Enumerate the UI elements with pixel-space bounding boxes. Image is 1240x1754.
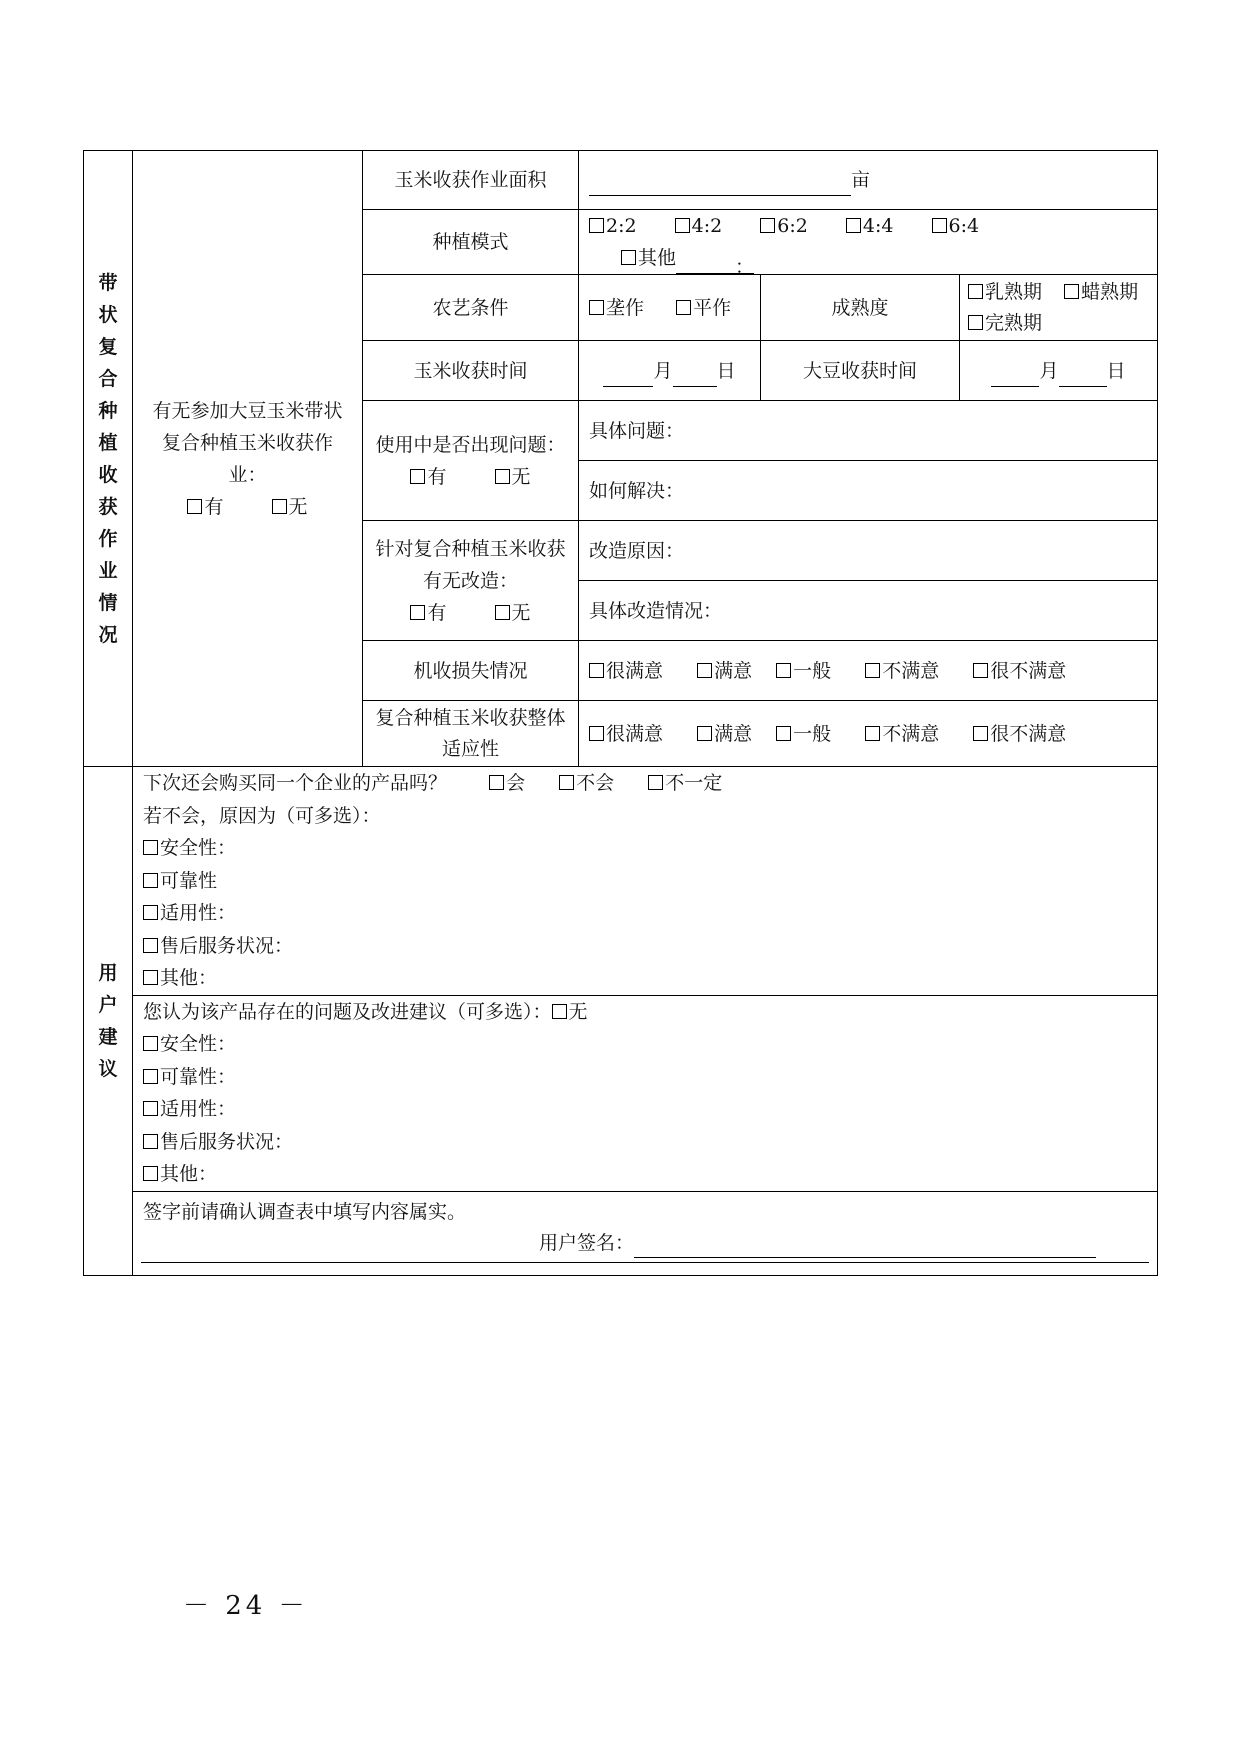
modification-label-line1: 针对复合种植玉米收获 bbox=[375, 537, 566, 560]
mode-option-2-2[interactable]: 2:2 bbox=[589, 210, 637, 242]
modification-yes-checkbox[interactable]: 有 bbox=[410, 597, 446, 629]
area-unit: 亩 bbox=[851, 169, 871, 191]
adaptability-neutral-checkbox[interactable]: 一般 bbox=[776, 718, 831, 750]
maturity-milk-checkbox[interactable]: 乳熟期 bbox=[968, 277, 1042, 308]
suggestion-service-checkbox[interactable]: 售后服务状况： bbox=[143, 1126, 1147, 1159]
mode-option-4-2[interactable]: 4:2 bbox=[675, 210, 723, 242]
repurchase-no-checkbox[interactable]: 不会 bbox=[559, 767, 614, 800]
suggestions-question: 您认为该产品存在的问题及改进建议（可多选）： bbox=[143, 1000, 552, 1023]
loss-label: 机收损失情况 bbox=[363, 641, 579, 701]
section2-label: 用 户 建 议 bbox=[84, 767, 133, 1276]
problems-label: 使用中是否出现问题： bbox=[375, 433, 566, 456]
participation-question: 有无参加大豆玉米带状复合种植玉米收获作业： bbox=[152, 399, 343, 486]
maturity-options bbox=[960, 275, 1158, 341]
repurchase-unsure-checkbox[interactable]: 不一定 bbox=[648, 767, 722, 800]
suggestion-safety-checkbox[interactable]: 安全性： bbox=[143, 1028, 1147, 1061]
loss-satisfied-checkbox[interactable]: 满意 bbox=[697, 655, 752, 687]
reason-applicability-checkbox[interactable]: 适用性： bbox=[143, 897, 1147, 930]
repurchase-question: 下次还会购买同一个企业的产品吗？ bbox=[143, 772, 448, 794]
signature-line[interactable] bbox=[634, 1235, 1096, 1258]
adaptability-dissatisfied-checkbox[interactable]: 不满意 bbox=[865, 718, 939, 750]
modification-reason[interactable]: 改造原因： bbox=[579, 521, 1158, 581]
adaptability-very-satisfied-checkbox[interactable]: 很满意 bbox=[589, 718, 663, 750]
signature-label: 用户签名： bbox=[539, 1231, 635, 1254]
mode-options bbox=[579, 210, 1158, 278]
participation-cell bbox=[133, 151, 363, 767]
repurchase-yes-checkbox[interactable]: 会 bbox=[489, 767, 525, 800]
loss-options bbox=[579, 641, 1158, 701]
repurchase-cell bbox=[133, 767, 1158, 996]
suggestion-other-checkbox[interactable]: 其他： bbox=[143, 1158, 1147, 1191]
adaptability-satisfied-checkbox[interactable]: 满意 bbox=[697, 718, 752, 750]
modification-cell bbox=[363, 521, 579, 641]
problems-cell bbox=[363, 401, 579, 521]
row-repurchase bbox=[84, 767, 1158, 996]
suggestions-none-checkbox[interactable]: 无 bbox=[552, 996, 588, 1029]
corn-harvest-time-label: 玉米收获时间 bbox=[363, 341, 579, 401]
modification-details[interactable]: 具体改造情况： bbox=[579, 581, 1158, 641]
row-signature bbox=[84, 1191, 1158, 1275]
loss-very-satisfied-checkbox[interactable]: 很满意 bbox=[589, 655, 663, 687]
row-suggestions bbox=[84, 995, 1158, 1191]
adaptability-label: 复合种植玉米收获整体 适应性 bbox=[363, 701, 579, 767]
suggestion-applicability-checkbox[interactable]: 适用性： bbox=[143, 1093, 1147, 1126]
maturity-full-checkbox[interactable]: 完熟期 bbox=[968, 308, 1042, 339]
participation-yes-checkbox[interactable]: 有 bbox=[187, 491, 223, 523]
signature-bottom-rule bbox=[141, 1262, 1149, 1263]
problems-yes-checkbox[interactable]: 有 bbox=[410, 461, 446, 493]
signature-cell bbox=[133, 1191, 1158, 1275]
area-label: 玉米收获作业面积 bbox=[363, 151, 579, 210]
loss-very-dissatisfied-checkbox[interactable]: 很不满意 bbox=[973, 655, 1066, 687]
adaptability-very-dissatisfied-checkbox[interactable]: 很不满意 bbox=[973, 718, 1066, 750]
agronomy-ridge-checkbox[interactable]: 垄作 bbox=[589, 292, 644, 324]
soy-harvest-time-value[interactable]: 月 日 bbox=[960, 341, 1158, 401]
mode-option-other[interactable]: 其他 ： bbox=[621, 242, 754, 274]
mode-label: 种植模式 bbox=[363, 210, 579, 275]
signature-note: 签字前请确认调查表中填写内容属实。 bbox=[143, 1200, 467, 1223]
loss-dissatisfied-checkbox[interactable]: 不满意 bbox=[865, 655, 939, 687]
area-value-cell bbox=[579, 151, 1158, 210]
reason-service-checkbox[interactable]: 售后服务状况： bbox=[143, 930, 1147, 963]
reason-other-checkbox[interactable]: 其他： bbox=[143, 962, 1147, 995]
section1-label: 带 状 复 合 种 植 收 获 作 业 情 况 bbox=[84, 151, 133, 767]
agronomy-options bbox=[579, 275, 761, 341]
problems-solution[interactable]: 如何解决： bbox=[579, 461, 1158, 521]
survey-table bbox=[83, 150, 1158, 1276]
participation-no-checkbox[interactable]: 无 bbox=[272, 491, 308, 523]
loss-neutral-checkbox[interactable]: 一般 bbox=[776, 655, 831, 687]
mode-option-6-4[interactable]: 6:4 bbox=[932, 210, 980, 242]
mode-option-4-4[interactable]: 4:4 bbox=[846, 210, 894, 242]
area-input-line[interactable] bbox=[589, 173, 851, 196]
agronomy-flat-checkbox[interactable]: 平作 bbox=[676, 292, 731, 324]
reason-reliability-checkbox[interactable]: 可靠性 bbox=[143, 865, 1147, 898]
soy-harvest-time-label: 大豆收获时间 bbox=[761, 341, 960, 401]
problems-specific[interactable]: 具体问题： bbox=[579, 401, 1158, 461]
reason-prompt: 若不会，原因为（可多选）： bbox=[143, 804, 381, 827]
modification-no-checkbox[interactable]: 无 bbox=[495, 597, 531, 629]
agronomy-label: 农艺条件 bbox=[363, 275, 579, 341]
problems-no-checkbox[interactable]: 无 bbox=[495, 461, 531, 493]
maturity-label: 成熟度 bbox=[761, 275, 960, 341]
reason-safety-checkbox[interactable]: 安全性： bbox=[143, 832, 1147, 865]
adaptability-options bbox=[579, 701, 1158, 767]
modification-label-line2: 有无改造： bbox=[422, 569, 518, 592]
mode-option-6-2[interactable]: 6:2 bbox=[760, 210, 808, 242]
suggestions-cell bbox=[133, 995, 1158, 1191]
page-number: － 24 － bbox=[183, 1591, 309, 1621]
maturity-wax-checkbox[interactable]: 蜡熟期 bbox=[1064, 277, 1138, 308]
corn-harvest-time-value[interactable]: 月 日 bbox=[579, 341, 761, 401]
row-area bbox=[84, 151, 1158, 210]
suggestion-reliability-checkbox[interactable]: 可靠性： bbox=[143, 1061, 1147, 1094]
